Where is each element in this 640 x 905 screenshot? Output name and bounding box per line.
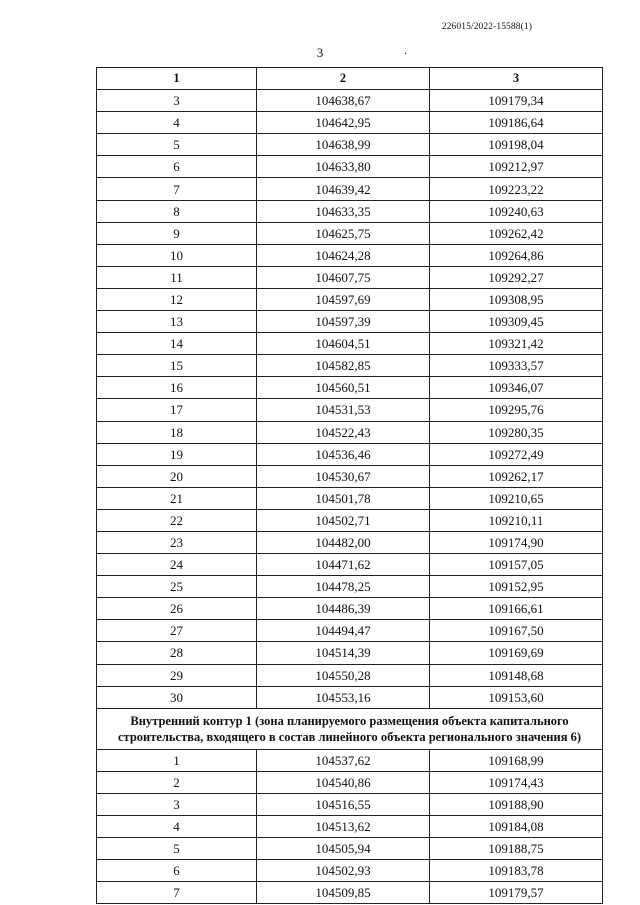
x-coordinate-cell: 104522,43 xyxy=(257,421,430,443)
table-row xyxy=(97,399,603,421)
x-coordinate-cell: 104537,62 xyxy=(257,749,430,771)
table-row xyxy=(97,882,603,904)
table-row xyxy=(97,421,603,443)
table-row xyxy=(97,598,603,620)
x-coordinate-cell: 104597,39 xyxy=(257,311,430,333)
x-coordinate-cell: 104530,67 xyxy=(257,465,430,487)
x-coordinate-cell: 104625,75 xyxy=(257,222,430,244)
column-header: 2 xyxy=(257,68,430,90)
point-number-cell: 8 xyxy=(97,200,257,222)
x-coordinate-cell: 104531,53 xyxy=(257,399,430,421)
x-coordinate-cell: 104639,42 xyxy=(257,178,430,200)
point-number-cell: 11 xyxy=(97,266,257,288)
y-coordinate-cell: 109333,57 xyxy=(430,355,603,377)
y-coordinate-cell: 109188,90 xyxy=(430,793,603,815)
x-coordinate-cell: 104516,55 xyxy=(257,793,430,815)
point-number-cell: 9 xyxy=(97,222,257,244)
x-coordinate-cell: 104638,67 xyxy=(257,90,430,112)
table-row xyxy=(97,554,603,576)
x-coordinate-cell: 104502,71 xyxy=(257,509,430,531)
table-row xyxy=(97,333,603,355)
point-number-cell: 16 xyxy=(97,377,257,399)
x-coordinate-cell: 104642,95 xyxy=(257,112,430,134)
point-number-cell: 6 xyxy=(97,156,257,178)
y-coordinate-cell: 109280,35 xyxy=(430,421,603,443)
table-row xyxy=(97,200,603,222)
y-coordinate-cell: 109295,76 xyxy=(430,399,603,421)
y-coordinate-cell: 109272,49 xyxy=(430,443,603,465)
coordinates-table xyxy=(96,67,603,904)
point-number-cell: 4 xyxy=(97,816,257,838)
table-row xyxy=(97,642,603,664)
x-coordinate-cell: 104550,28 xyxy=(257,664,430,686)
table-row xyxy=(97,620,603,642)
x-coordinate-cell: 104604,51 xyxy=(257,333,430,355)
y-coordinate-cell: 109157,05 xyxy=(430,554,603,576)
x-coordinate-cell: 104505,94 xyxy=(257,838,430,860)
column-header: 1 xyxy=(97,68,257,90)
table-row xyxy=(97,576,603,598)
point-number-cell: 15 xyxy=(97,355,257,377)
point-number-cell: 17 xyxy=(97,399,257,421)
y-coordinate-cell: 109184,08 xyxy=(430,816,603,838)
y-coordinate-cell: 109179,34 xyxy=(430,90,603,112)
point-number-cell: 2 xyxy=(97,771,257,793)
table-row xyxy=(97,531,603,553)
x-coordinate-cell: 104540,86 xyxy=(257,771,430,793)
point-number-cell: 23 xyxy=(97,531,257,553)
table-row xyxy=(97,793,603,815)
x-coordinate-cell: 104513,62 xyxy=(257,816,430,838)
table-row xyxy=(97,222,603,244)
y-coordinate-cell: 109174,90 xyxy=(430,531,603,553)
x-coordinate-cell: 104501,78 xyxy=(257,487,430,509)
point-number-cell: 6 xyxy=(97,860,257,882)
point-number-cell: 7 xyxy=(97,882,257,904)
table-row xyxy=(97,509,603,531)
y-coordinate-cell: 109186,64 xyxy=(430,112,603,134)
x-coordinate-cell: 104582,85 xyxy=(257,355,430,377)
point-number-cell: 7 xyxy=(97,178,257,200)
y-coordinate-cell: 109223,22 xyxy=(430,178,603,200)
point-number-cell: 29 xyxy=(97,664,257,686)
table-row xyxy=(97,244,603,266)
x-coordinate-cell: 104607,75 xyxy=(257,266,430,288)
point-number-cell: 3 xyxy=(97,90,257,112)
section-header-row xyxy=(97,708,603,749)
point-number-cell: 12 xyxy=(97,288,257,310)
table-row xyxy=(97,749,603,771)
x-coordinate-cell: 104553,16 xyxy=(257,686,430,708)
point-number-cell: 27 xyxy=(97,620,257,642)
x-coordinate-cell: 104494,47 xyxy=(257,620,430,642)
document-id: 226015/2022-15588(1) xyxy=(441,22,532,32)
page-number: 3 xyxy=(316,45,324,60)
x-coordinate-cell: 104536,46 xyxy=(257,443,430,465)
point-number-cell: 26 xyxy=(97,598,257,620)
table-row xyxy=(97,664,603,686)
x-coordinate-cell: 104638,99 xyxy=(257,134,430,156)
x-coordinate-cell: 104478,25 xyxy=(257,576,430,598)
y-coordinate-cell: 109148,68 xyxy=(430,664,603,686)
point-number-cell: 30 xyxy=(97,686,257,708)
y-coordinate-cell: 109212,97 xyxy=(430,156,603,178)
table-row xyxy=(97,377,603,399)
point-number-cell: 14 xyxy=(97,333,257,355)
x-coordinate-cell: 104514,39 xyxy=(257,642,430,664)
y-coordinate-cell: 109264,86 xyxy=(430,244,603,266)
y-coordinate-cell: 109210,11 xyxy=(430,509,603,531)
table-row xyxy=(97,311,603,333)
point-number-cell: 10 xyxy=(97,244,257,266)
y-coordinate-cell: 109168,99 xyxy=(430,749,603,771)
point-number-cell: 5 xyxy=(97,134,257,156)
point-number-cell: 22 xyxy=(97,509,257,531)
y-coordinate-cell: 109188,75 xyxy=(430,838,603,860)
column-header: 3 xyxy=(430,68,603,90)
y-coordinate-cell: 109153,60 xyxy=(430,686,603,708)
table-row xyxy=(97,771,603,793)
table-row xyxy=(97,134,603,156)
y-coordinate-cell: 109183,78 xyxy=(430,860,603,882)
x-coordinate-cell: 104486,39 xyxy=(257,598,430,620)
point-number-cell: 28 xyxy=(97,642,257,664)
table-row xyxy=(97,288,603,310)
point-number-cell: 5 xyxy=(97,838,257,860)
page-mark: . xyxy=(404,43,407,57)
x-coordinate-cell: 104482,00 xyxy=(257,531,430,553)
x-coordinate-cell: 104471,62 xyxy=(257,554,430,576)
point-number-cell: 4 xyxy=(97,112,257,134)
table-row xyxy=(97,178,603,200)
y-coordinate-cell: 109292,27 xyxy=(430,266,603,288)
y-coordinate-cell: 109309,45 xyxy=(430,311,603,333)
y-coordinate-cell: 109166,61 xyxy=(430,598,603,620)
point-number-cell: 18 xyxy=(97,421,257,443)
point-number-cell: 20 xyxy=(97,465,257,487)
y-coordinate-cell: 109240,63 xyxy=(430,200,603,222)
y-coordinate-cell: 109198,04 xyxy=(430,134,603,156)
point-number-cell: 13 xyxy=(97,311,257,333)
y-coordinate-cell: 109346,07 xyxy=(430,377,603,399)
table-row xyxy=(97,816,603,838)
y-coordinate-cell: 109321,42 xyxy=(430,333,603,355)
table-row xyxy=(97,487,603,509)
point-number-cell: 3 xyxy=(97,793,257,815)
table-row xyxy=(97,90,603,112)
x-coordinate-cell: 104624,28 xyxy=(257,244,430,266)
table-row xyxy=(97,355,603,377)
point-number-cell: 19 xyxy=(97,443,257,465)
point-number-cell: 21 xyxy=(97,487,257,509)
y-coordinate-cell: 109308,95 xyxy=(430,288,603,310)
x-coordinate-cell: 104633,35 xyxy=(257,200,430,222)
y-coordinate-cell: 109174,43 xyxy=(430,771,603,793)
table-header-row xyxy=(97,68,603,90)
x-coordinate-cell: 104502,93 xyxy=(257,860,430,882)
y-coordinate-cell: 109210,65 xyxy=(430,487,603,509)
x-coordinate-cell: 104509,85 xyxy=(257,882,430,904)
table-row xyxy=(97,112,603,134)
table-row xyxy=(97,686,603,708)
table-row xyxy=(97,465,603,487)
table-row xyxy=(97,443,603,465)
page-number-area xyxy=(0,45,640,61)
point-number-cell: 25 xyxy=(97,576,257,598)
x-coordinate-cell: 104633,80 xyxy=(257,156,430,178)
y-coordinate-cell: 109169,69 xyxy=(430,642,603,664)
section-title: Внутренний контур 1 (зона планируемого размещения объекта капитального строительства, входящего в состав линейного объекта регионального значения 6) xyxy=(97,708,603,749)
table-row xyxy=(97,860,603,882)
x-coordinate-cell: 104597,69 xyxy=(257,288,430,310)
y-coordinate-cell: 109262,17 xyxy=(430,465,603,487)
y-coordinate-cell: 109167,50 xyxy=(430,620,603,642)
point-number-cell: 1 xyxy=(97,749,257,771)
point-number-cell: 24 xyxy=(97,554,257,576)
y-coordinate-cell: 109179,57 xyxy=(430,882,603,904)
table-row xyxy=(97,838,603,860)
table-row xyxy=(97,266,603,288)
y-coordinate-cell: 109152,95 xyxy=(430,576,603,598)
table-row xyxy=(97,156,603,178)
x-coordinate-cell: 104560,51 xyxy=(257,377,430,399)
y-coordinate-cell: 109262,42 xyxy=(430,222,603,244)
